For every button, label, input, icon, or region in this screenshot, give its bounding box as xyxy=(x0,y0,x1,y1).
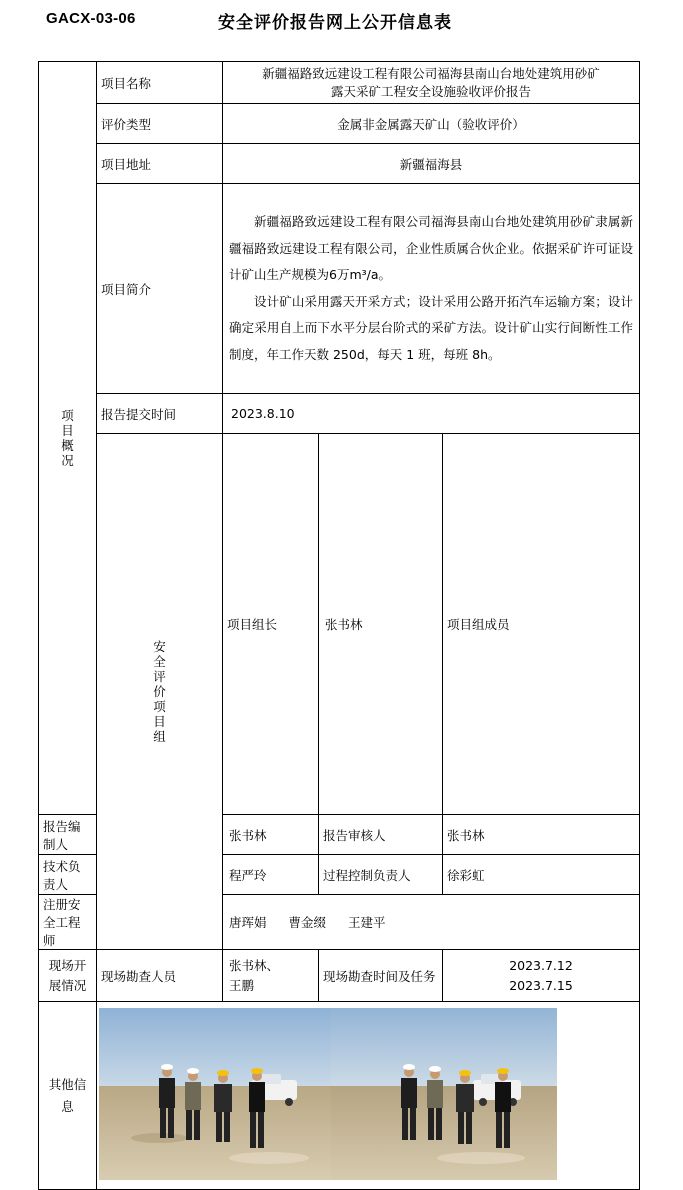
engineers-label: 注册安全工程师 xyxy=(39,895,97,950)
engineer-name: 唐珲娟 xyxy=(229,915,267,930)
compiler-value: 张书林 xyxy=(223,815,319,855)
process-lead-label: 过程控制负责人 xyxy=(319,855,443,895)
reviewer-value: 张书林 xyxy=(443,815,640,855)
section-team: 安全评价项目组 xyxy=(97,434,223,950)
reviewer-label: 报告审核人 xyxy=(319,815,443,855)
tech-lead-label: 技术负责人 xyxy=(39,855,97,895)
engineer-name: 曹金缀 xyxy=(288,915,327,930)
section-overview: 项目概况 xyxy=(39,62,97,815)
site-photo-2 xyxy=(331,1008,557,1180)
engineer-name: 王建平 xyxy=(348,915,386,930)
submit-time-label: 报告提交时间 xyxy=(97,394,223,434)
intro-label: 项目简介 xyxy=(97,184,223,394)
info-table xyxy=(38,61,640,1190)
eval-type-value: 金属非金属露天矿山（验收评价） xyxy=(223,104,640,144)
compiler-label: 报告编制人 xyxy=(39,815,97,855)
intro-value: 新疆福路致远建设工程有限公司福海县南山台地处建筑用砂矿隶属新疆福路致远建设工程有限公司，企业性质属合伙企业。依据采矿许可证设计矿山生产规模为6万m³/a。 设计矿山采用露天开采方式；设计采用公路开拓汽车运输方案；设计确定采用自上而下水平分层台阶式的采矿方法。设计矿山实行间断性工作制度，年工作天数 250d，每天 1 班，每班 8h。 xyxy=(223,184,640,394)
photos-cell xyxy=(97,1002,640,1190)
section-site: 现场开展情况 xyxy=(39,950,97,1002)
leader-label: 项目组长 xyxy=(223,434,319,815)
document-code: GACX-03-06 xyxy=(46,10,136,27)
project-name-value: 新疆福路致远建设工程有限公司福海县南山台地处建筑用砂矿 露天采矿工程安全设施验收评价报告 xyxy=(223,62,640,104)
site-time-label: 现场勘查时间及任务 xyxy=(319,950,443,1002)
document-title: 安全评价报告网上公开信息表 xyxy=(218,13,452,33)
engineers-value xyxy=(223,895,640,950)
site-people-value: 张书林、 王鹏 xyxy=(223,950,319,1002)
site-time-value: 2023.7.12 2023.7.15 xyxy=(443,950,640,1002)
leader-value: 张书林 xyxy=(319,434,443,815)
process-lead-value: 徐彩虹 xyxy=(443,855,640,895)
section-other: 其他信息 xyxy=(39,1002,97,1190)
members-label: 项目组成员 xyxy=(443,434,640,815)
project-name-label: 项目名称 xyxy=(97,62,223,104)
address-label: 项目地址 xyxy=(97,144,223,184)
submit-time-value: 2023.8.10 xyxy=(223,394,640,434)
eval-type-label: 评价类型 xyxy=(97,104,223,144)
site-photo-1 xyxy=(99,1008,331,1180)
site-people-label: 现场勘查人员 xyxy=(97,950,223,1002)
address-value: 新疆福海县 xyxy=(223,144,640,184)
tech-lead-value: 程严玲 xyxy=(223,855,319,895)
